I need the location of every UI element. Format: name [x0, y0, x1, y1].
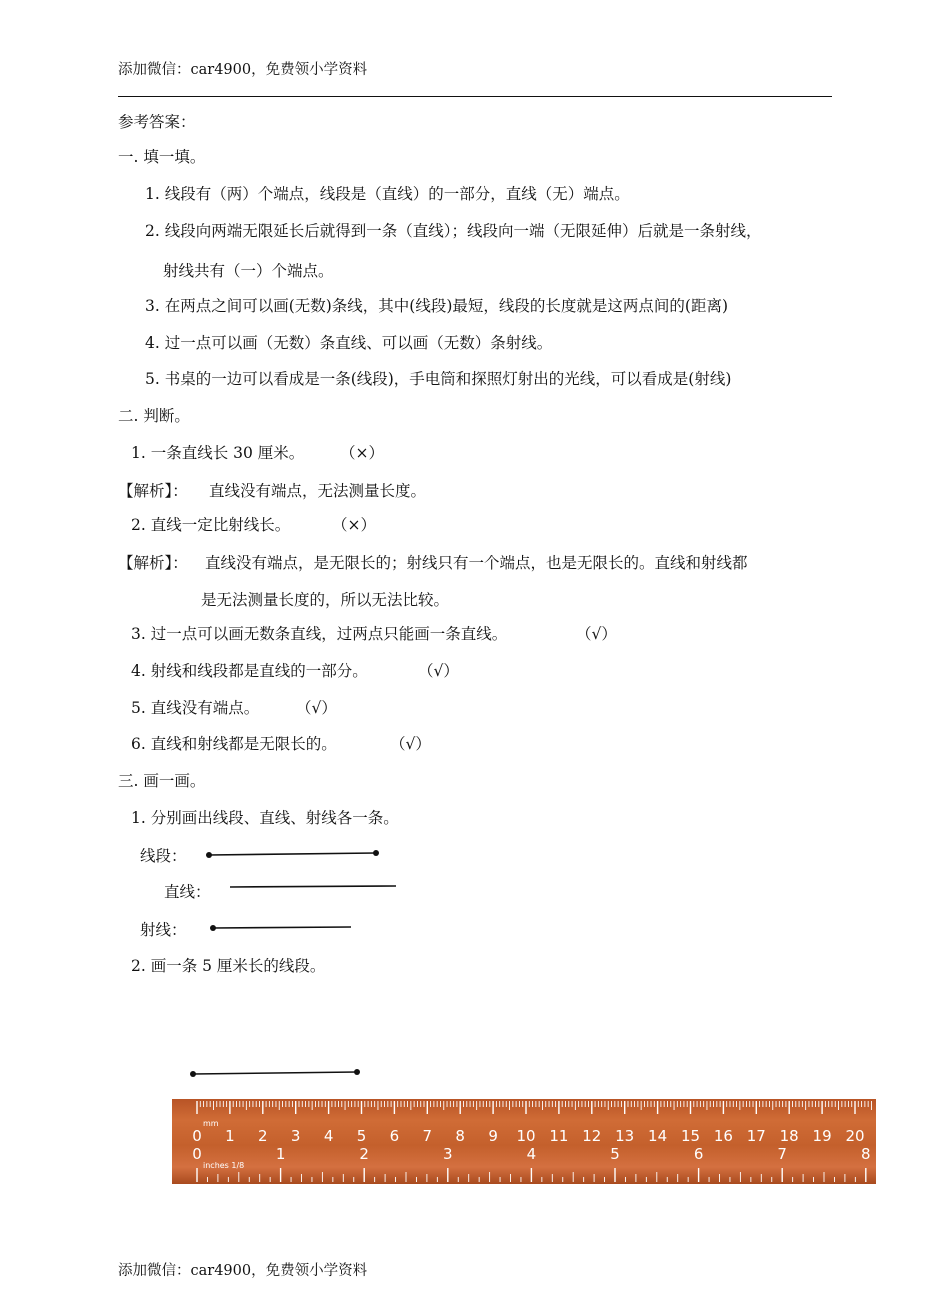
line-label: 直线： — [164, 883, 211, 901]
analysis-label-1: 【解析】： — [118, 482, 188, 500]
answer-title: 参考答案： — [118, 113, 196, 131]
ray-drawing — [210, 925, 351, 931]
page-header: 添加微信：car4900，免费领小学资料 — [118, 62, 368, 78]
ruler-inch-label: 6 — [693, 1145, 704, 1163]
ruler-unit-inches: inches 1/8 — [203, 1161, 245, 1170]
ruler-cm-label: 13 — [615, 1127, 635, 1145]
ruler-unit-mm: mm — [203, 1119, 219, 1128]
judge-mark-1: （×） — [340, 444, 384, 462]
line-drawing — [230, 886, 396, 887]
ruler-inch-label: 7 — [777, 1145, 787, 1163]
ruler-inch-label: 4 — [526, 1145, 537, 1163]
draw-question-1: 1. 分别画出线段、直线、射线各一条。 — [131, 809, 399, 827]
draw-question-2: 2. 画一条 5 厘米长的线段。 — [131, 957, 326, 975]
judge-item-3: 3. 过一点可以画无数条直线，过两点只能画一条直线。 — [131, 625, 508, 643]
ruler-cm-label: 11 — [549, 1127, 569, 1145]
ray-label: 射线： — [140, 921, 187, 939]
ruler-cm-label: 19 — [812, 1127, 832, 1145]
judge-mark-4: （√） — [418, 662, 459, 680]
judge-item-5: 5. 直线没有端点。 — [131, 699, 260, 717]
segment-label: 线段： — [140, 847, 187, 865]
analysis-label-2: 【解析】： — [118, 554, 188, 572]
ruler-cm-label: 18 — [779, 1127, 799, 1145]
analysis-text-2: 直线没有端点，是无限长的；射线只有一个端点，也是无限长的。直线和射线都 — [205, 554, 748, 572]
ruler-cm-label: 7 — [422, 1127, 433, 1145]
fill-item-2-cont: 射线共有（一）个端点。 — [163, 262, 334, 280]
analysis-text-1: 直线没有端点，无法测量长度。 — [209, 482, 427, 500]
ruler-cm-label: 14 — [648, 1127, 668, 1145]
ruler-inch-label: 1 — [275, 1145, 286, 1163]
judge-mark-6: （√） — [390, 735, 431, 753]
fill-item-1: 1. 线段有（两）个端点，线段是（直线）的一部分，直线（无）端点。 — [145, 185, 630, 203]
ruler-cm-label: 5 — [356, 1127, 367, 1145]
ruler — [172, 1099, 876, 1184]
ruler-cm-label: 16 — [713, 1127, 733, 1145]
ruler-inch-label: 3 — [443, 1145, 453, 1163]
ruler-cm-label: 15 — [680, 1127, 701, 1145]
ruler-inch-label: 0 — [192, 1145, 202, 1163]
ruler-cm-label: 17 — [746, 1127, 766, 1145]
analysis-text-2-cont: 是无法测量长度的，所以无法比较。 — [201, 591, 450, 609]
ruler-cm-label: 20 — [845, 1127, 865, 1145]
fill-item-4: 4. 过一点可以画（无数）条直线、可以画（无数）条射线。 — [145, 334, 553, 352]
ruler-cm-label: 2 — [258, 1127, 268, 1145]
judge-item-2: 2. 直线一定比射线长。 — [131, 516, 291, 534]
ruler-cm-label: 3 — [290, 1127, 301, 1145]
judge-item-1: 1. 一条直线长 30 厘米。 — [131, 444, 305, 462]
ruler-cm-label: 12 — [582, 1127, 602, 1145]
ruler-cm-label: 0 — [192, 1127, 202, 1145]
section-heading-draw: 三. 画一画。 — [118, 772, 206, 790]
segment-drawing — [206, 850, 379, 858]
fill-item-2: 2. 线段向两端无限延长后就得到一条（直线）；线段向一端（无限延伸）后就是一条射线， — [145, 222, 762, 240]
judge-mark-3: （√） — [576, 625, 617, 643]
ruler-cm-label: 9 — [488, 1127, 498, 1145]
page-footer: 添加微信：car4900，免费领小学资料 — [118, 1263, 368, 1279]
judge-mark-2: （×） — [332, 516, 376, 534]
ruler-cm-label: 4 — [323, 1127, 334, 1145]
judge-item-6: 6. 直线和射线都是无限长的。 — [131, 735, 337, 753]
judge-mark-5: （√） — [296, 699, 337, 717]
ruler-cm-label: 6 — [389, 1127, 400, 1145]
section-heading-fill: 一. 填一填。 — [118, 148, 206, 166]
ruler-inch-label: 8 — [861, 1145, 871, 1163]
ruler-inch-label: 5 — [610, 1145, 620, 1163]
ruler-cm-label: 8 — [455, 1127, 465, 1145]
ruler-inch-label: 2 — [359, 1145, 369, 1163]
five-cm-segment — [190, 1069, 360, 1077]
fill-item-5: 5. 书桌的一边可以看成是一条(线段)，手电筒和探照灯射出的光线，可以看成是(射线) — [145, 370, 732, 388]
ruler-cm-labels — [192, 1127, 864, 1145]
ruler-cm-label: 10 — [516, 1127, 536, 1145]
ruler-cm-label: 1 — [225, 1127, 235, 1145]
judge-item-4: 4. 射线和线段都是直线的一部分。 — [131, 662, 368, 680]
fill-item-3: 3. 在两点之间可以画(无数)条线，其中(线段)最短，线段的长度就是这两点间的(距离) — [145, 297, 729, 315]
section-heading-judge: 二. 判断。 — [118, 407, 190, 425]
